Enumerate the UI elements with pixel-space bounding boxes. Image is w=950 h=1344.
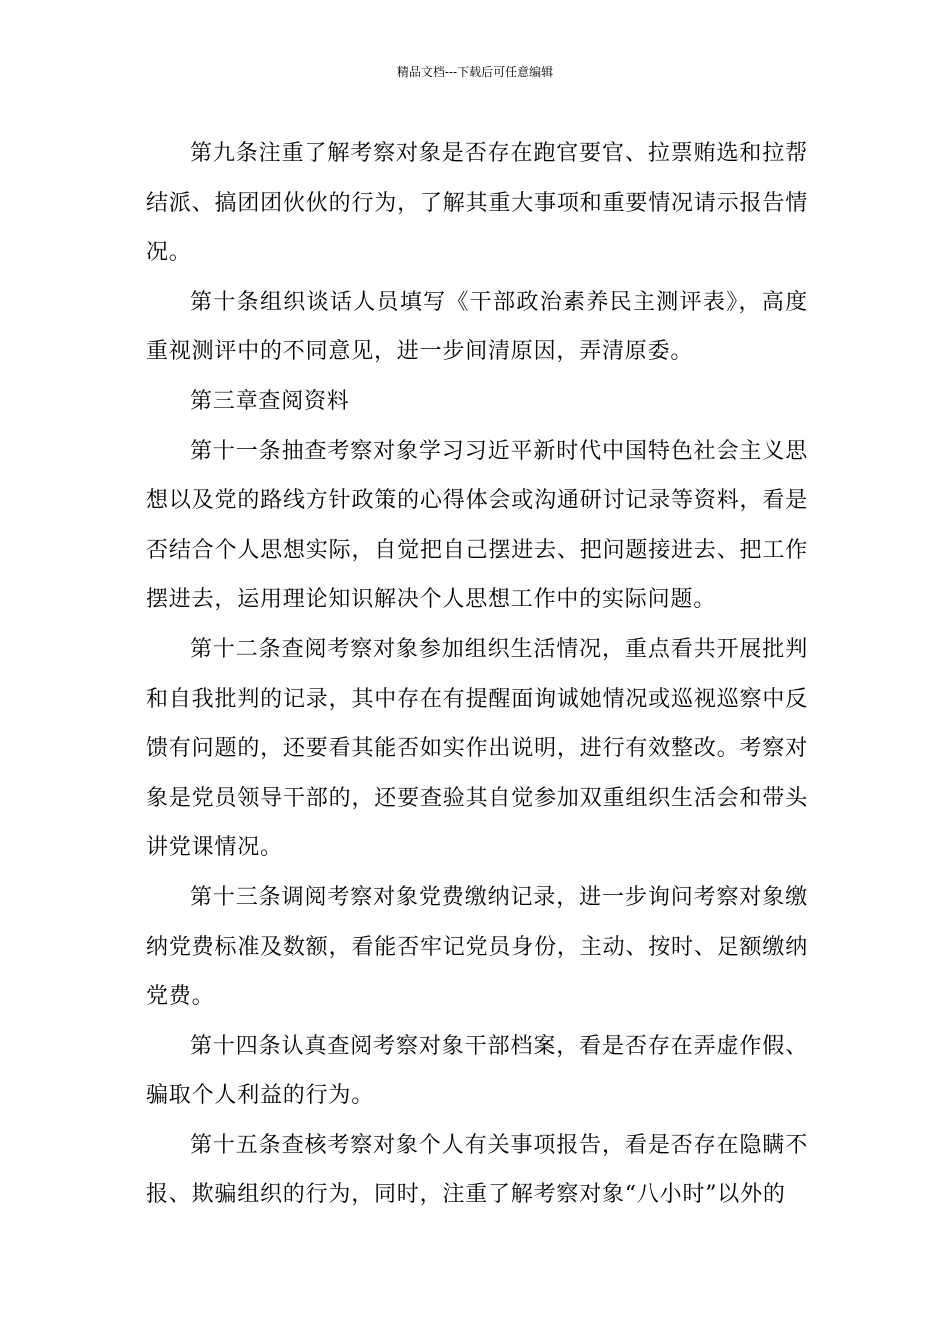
article-11-paragraph: 第十一条抽查考察对象学习习近平新时代中国特色社会主义思想以及党的路线方针政策的心得体会或沟通研讨记录等资料，看是否结合个人思想实际，自觉把自己摆进去、把问题接进去、把工作摆进去，运用理论知识解决个人思想工作中的实际问题。 xyxy=(146,438,808,613)
article-14-paragraph: 第十四条认真查阅考察对象干部档案，看是否存在弄虚作假、骗取个人利益的行为。 xyxy=(146,1033,808,1109)
chapter-3-heading: 第三章查阅资料 xyxy=(190,388,350,414)
article-13-paragraph: 第十三条调阅考察对象党费缴纳记录，进一步询问考察对象缴纳党费标准及数额，看能否牢记党员身份，主动、按时、足额缴纳党费。 xyxy=(146,884,808,1010)
document-body xyxy=(146,129,808,1220)
article-15-paragraph: 第十五条查核考察对象个人有关事项报告，看是否存在隐瞒不报、欺骗组织的行为，同时，注重了解考察对象“八小时”以外的 xyxy=(146,1132,808,1208)
page-header: 精品文档---下载后可任意编辑 xyxy=(396,65,554,79)
article-12-paragraph: 第十二条查阅考察对象参加组织生活情况，重点看共开展批判和自我批判的记录，其中存在有提醒面询诚她情况或巡视巡察中反馈有问题的，还要看其能否如实作出说明，进行有效整改。考察对象是党员领导干部的，还要查验其自觉参加双重组织生活会和带头讲党课情况。 xyxy=(146,636,808,861)
article-10-paragraph: 第十条组织谈话人员填写《干部政治素养民主测评表》，高度重视测评中的不同意见，进一步间清原因，弄清原委。 xyxy=(146,289,808,365)
article-9-paragraph: 第九条注重了解考察对象是否存在跑官要官、拉票贿选和拉帮结派、搞团团伙伙的行为，了解其重大事项和重要情况请示报告情况。 xyxy=(146,141,808,266)
